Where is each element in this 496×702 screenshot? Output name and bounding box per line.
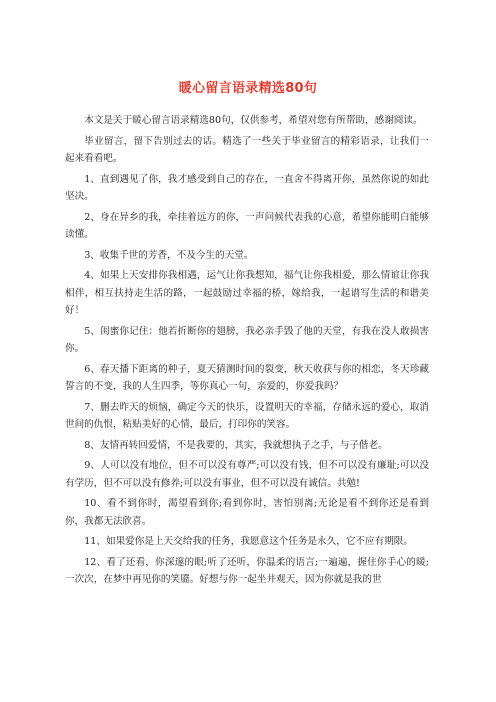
paragraph: 8、友情再转回爱情，不是我要的，其实，我就想执子之手，与子偕老。	[84, 439, 388, 451]
paragraph: 1、直到遇见了你，我才感受到自己的存在，一直舍不得离开你，虽然你说的如此坚决。	[65, 173, 429, 202]
paragraph: 12、看了还看，你深邃的眼;听了还听，你温柔的语言;一遍遍，握住你手心的暖;一次次，在梦中再见你的笑靥。好想与你一起坐井观天，因为你就是我的世	[65, 556, 429, 586]
paragraph: 7、删去昨天的烦恼，确定今天的快乐，设置明天的幸福，存储永远的爱心，取消世间的仇恨，粘贴美好的心情，最后，打印你的笑容。	[65, 401, 429, 430]
document-title: 暖心留言语录精选80句	[178, 81, 318, 96]
paragraph: 5、闺蜜你记住：他若折断你的翅膀，我必亲手毁了他的天堂，有我在没人敢损害你。	[65, 325, 429, 354]
paragraph: 3、收集千世的芳香，不及今生的天堂。	[84, 249, 254, 261]
paragraph: 毕业留言，留下告别过去的话。精选了一些关于毕业留言的精彩语录，让我们一起来看看吧。	[65, 135, 429, 164]
paragraph: 9、人可以没有地位，但不可以没有尊严;可以没有钱，但不可以没有廉耻;可以没有学历，但不可以没有修养;可以没有事业，但不可以没有诚信。共勉!	[65, 460, 429, 489]
paragraph: 2、身在异乡的我，牵挂着远方的你，一声问候代表我的心意，希望你能明白能够读懂。	[65, 211, 429, 240]
paragraph: 10、看不到你时，渴望看到你;看到你时，害怕别离;无论是看不到你还是看到你，我都无法欣喜。	[65, 498, 429, 527]
document-body	[65, 112, 429, 592]
paragraph: 11、如果爱你是上天交给我的任务，我愿意这个任务是永久，它不应有期限。	[84, 536, 413, 548]
paragraph: 4、如果上天安排你我相遇，运气让你我想知，福气让你我相爱，那么情谊让你我相伴，相互扶持走生活的路，一起鼓励过幸福的桥，嫁给我，一起谱写生活的和谐美好！	[65, 270, 429, 316]
paragraph: 本文是关于暖心留言语录精选80句，仅供参考，希望对您有所帮助，感谢阅读。	[84, 115, 423, 126]
paragraph: 6、春天播下距离的种子，夏天猜测时间的裂变，秋天收获与你的相恋，冬天珍藏誓言的不变，我的人生四季，等你真心一句，亲爱的，你爱我吗？	[65, 363, 429, 392]
